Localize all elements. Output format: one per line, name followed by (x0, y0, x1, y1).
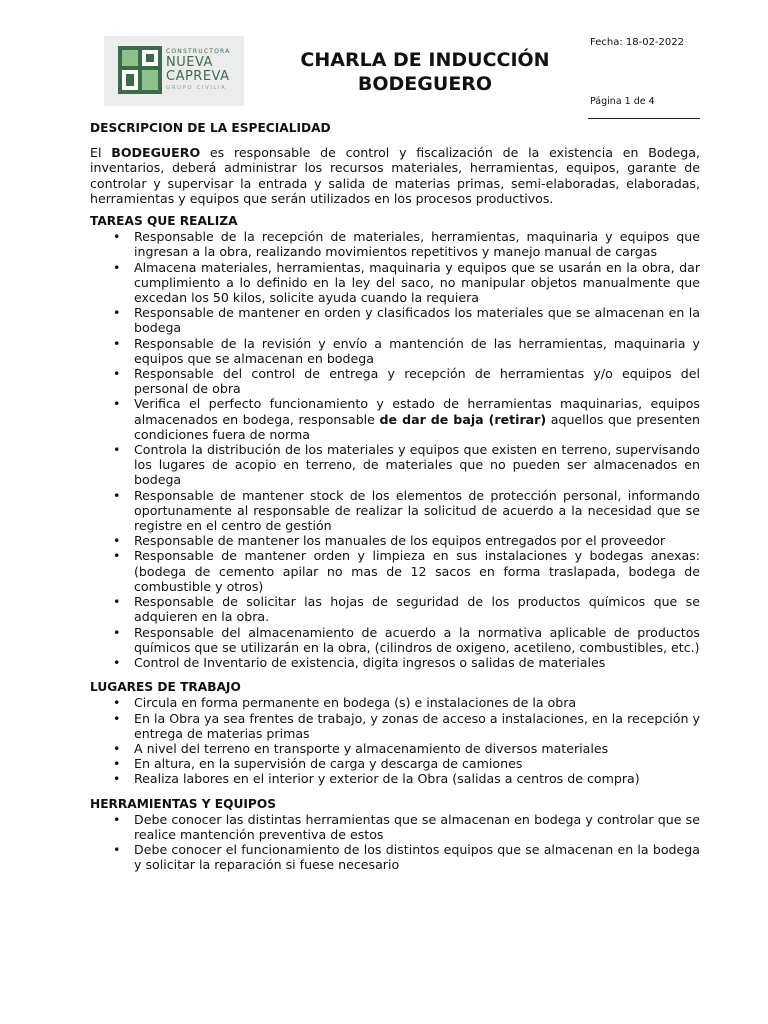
bullet-icon: • (113, 756, 121, 772)
list-item-text: Responsable de mantener los manuales de los equipos entregados por el proveedor (134, 533, 666, 549)
herramientas-list (90, 812, 700, 873)
bullet-icon: • (113, 396, 121, 412)
list-item (90, 812, 700, 842)
header-rule (588, 118, 700, 119)
descripcion-prefix: El (90, 145, 112, 161)
list-item-text: Responsable del control de entrega y recepción de herramientas y/o equipos del personal de obra (134, 366, 700, 397)
list-item-text: A nivel del terreno en transporte y almacenamiento de diversos materiales (134, 740, 609, 756)
list-item-text: Responsable de mantener en orden y clasificados los materiales que se almacenan en la bodega (134, 305, 700, 336)
list-item (90, 655, 700, 670)
list-item-text: Responsable de solicitar las hojas de seguridad de los productos químicos que se adquieren en la obra. (134, 594, 700, 625)
list-item (90, 396, 700, 442)
list-item-text: Responsable de la revisión y envío a mantención de las herramientas, maquinaria y equipos que se almacenan en bodega (134, 335, 700, 366)
document-body (90, 121, 700, 873)
verifica-prefix: Verifica el perfecto funcionamiento y estado de herramientas maquinarias, equipos almacenados en bodega, responsable (134, 396, 700, 427)
heading-herramientas: HERRAMIENTAS Y EQUIPOS (90, 796, 276, 811)
logo-group-line: GRUPO CIVILIA (166, 85, 227, 91)
bullet-icon: • (113, 740, 121, 756)
descripcion-paragraph (90, 145, 700, 206)
list-item-text: Responsable de mantener stock de los elementos de protección personal, informando oportunamente al responsable de realizar la solicitud de acuerdo a la necesidad que se registre en el centro de gestión (134, 487, 700, 534)
descripcion-bold: BODEGUERO (111, 145, 201, 161)
page-number: Página 1 de 4 (590, 96, 655, 107)
title-line-1: CHARLA DE INDUCCIÓN (300, 49, 550, 71)
bullet-icon: • (113, 710, 121, 726)
bullet-icon: • (113, 695, 121, 711)
list-item (90, 695, 700, 710)
heading-lugares: LUGARES DE TRABAJO (90, 680, 241, 695)
list-item-text: En la Obra ya sea frentes de trabajo, y zonas de acceso a instalaciones, en la recepción y entrega de materias primas (134, 710, 700, 741)
bullet-icon: • (113, 594, 121, 610)
list-item-text: Debe conocer las distintas herramientas que se almacenan en bodega y controlar que se realice mantención preventiva de estos (134, 811, 700, 842)
list-item (90, 336, 700, 366)
list-item (90, 741, 700, 756)
bullet-icon: • (113, 442, 121, 458)
list-item-text: Responsable de la recepción de materiales, herramientas, maquinaria y equipos que ingresan a la obra, realizando movimientos repetitivos y manejo manual de cargas (134, 229, 700, 260)
logo-wordmark (166, 48, 230, 92)
logo-name-line1: NUEVA (166, 55, 213, 70)
list-item (90, 260, 700, 306)
list-item (90, 305, 700, 335)
list-item (90, 229, 700, 259)
bullet-icon: • (113, 305, 121, 321)
document-date: Fecha: 18-02-2022 (590, 37, 684, 48)
list-item (90, 533, 700, 548)
list-item-text (134, 396, 700, 441)
list-item (90, 711, 700, 741)
company-logo (104, 36, 244, 106)
list-item (90, 548, 700, 594)
list-item-text: Debe conocer el funcionamiento de los distintos equipos que se almacenan en la bodega y solicitar la reparación si fuese necesario (134, 842, 700, 873)
list-item (90, 594, 700, 624)
bullet-icon: • (113, 548, 121, 564)
list-item (90, 756, 700, 771)
list-item (90, 488, 700, 534)
bullet-icon: • (113, 654, 121, 670)
document-title (270, 48, 580, 96)
logo-mark-icon (118, 46, 162, 94)
list-item (90, 625, 700, 655)
list-item (90, 366, 700, 396)
title-line-2: BODEGUERO (357, 73, 493, 95)
heading-descripcion: DESCRIPCION DE LA ESPECIALIDAD (90, 121, 331, 135)
descripcion-text: es responsable de control y fiscalización de la existencia en Bodega, inventarios, deberá administrar los recursos materiales, herramientas, equipos, garante de controlar y supervisar la entrada y salida de materias primas, semi-elaboradas, elaboradas, herramientas y equipos que serán utilizados en los procesos productivos. (90, 145, 700, 206)
bullet-icon: • (113, 811, 121, 827)
verifica-bold: de dar de baja (retirar) (379, 411, 547, 427)
list-item (90, 771, 700, 786)
list-item-text: Responsable del almacenamiento de acuerdo a la normativa aplicable de productos químicos que se utilizarán en la obra, (cilindros de oxigeno, acetileno, combustibles, etc.) (134, 624, 700, 655)
bullet-icon: • (113, 229, 121, 245)
logo-company-line: CONSTRUCTORA (166, 48, 231, 55)
bullet-icon: • (113, 335, 121, 351)
bullet-icon: • (113, 842, 121, 858)
list-item (90, 442, 700, 488)
bullet-icon: • (113, 771, 121, 787)
lugares-list (90, 695, 700, 786)
list-item-text: Almacena materiales, herramientas, maquinaria y equipos que se usarán en la obra, dar cumplimiento a lo definido en la ley del saco, no manipular objetos manualmente que excedan los 50 kilos, solicite ayuda cuando la requiera (134, 259, 700, 306)
bullet-icon: • (113, 259, 121, 275)
bullet-icon: • (113, 487, 121, 503)
logo-name-line2: CAPREVA (166, 69, 230, 84)
bullet-icon: • (113, 624, 121, 640)
tareas-list (90, 229, 700, 670)
list-item-text: Control de Inventario de existencia, digita ingresos o salidas de materiales (134, 654, 606, 670)
bullet-icon: • (113, 366, 121, 382)
bullet-icon: • (113, 533, 121, 549)
list-item-text: Circula en forma permanente en bodega (s) e instalaciones de la obra (134, 695, 577, 711)
list-item (90, 842, 700, 872)
list-item-text: Realiza labores en el interior y exterior de la Obra (salidas a centros de compra) (134, 771, 640, 787)
list-item-text: En altura, en la supervisión de carga y descarga de camiones (134, 756, 523, 772)
heading-tareas: TAREAS QUE REALIZA (90, 214, 238, 229)
list-item-text: Controla la distribución de los materiales y equipos que existen en terreno, supervisando los lugares de acopio en terreno, de materiales que no pueden ser almacenados en bodega (134, 442, 700, 488)
verifica-suffix: aquellos que presenten condiciones fuera de norma (134, 411, 700, 442)
list-item-text: Responsable de mantener orden y limpieza en sus instalaciones y bodegas anexas: (bodega de cemento apilar no mas de 12 sacos en forma traslapada, bodega de combustible y otros) (134, 548, 700, 594)
